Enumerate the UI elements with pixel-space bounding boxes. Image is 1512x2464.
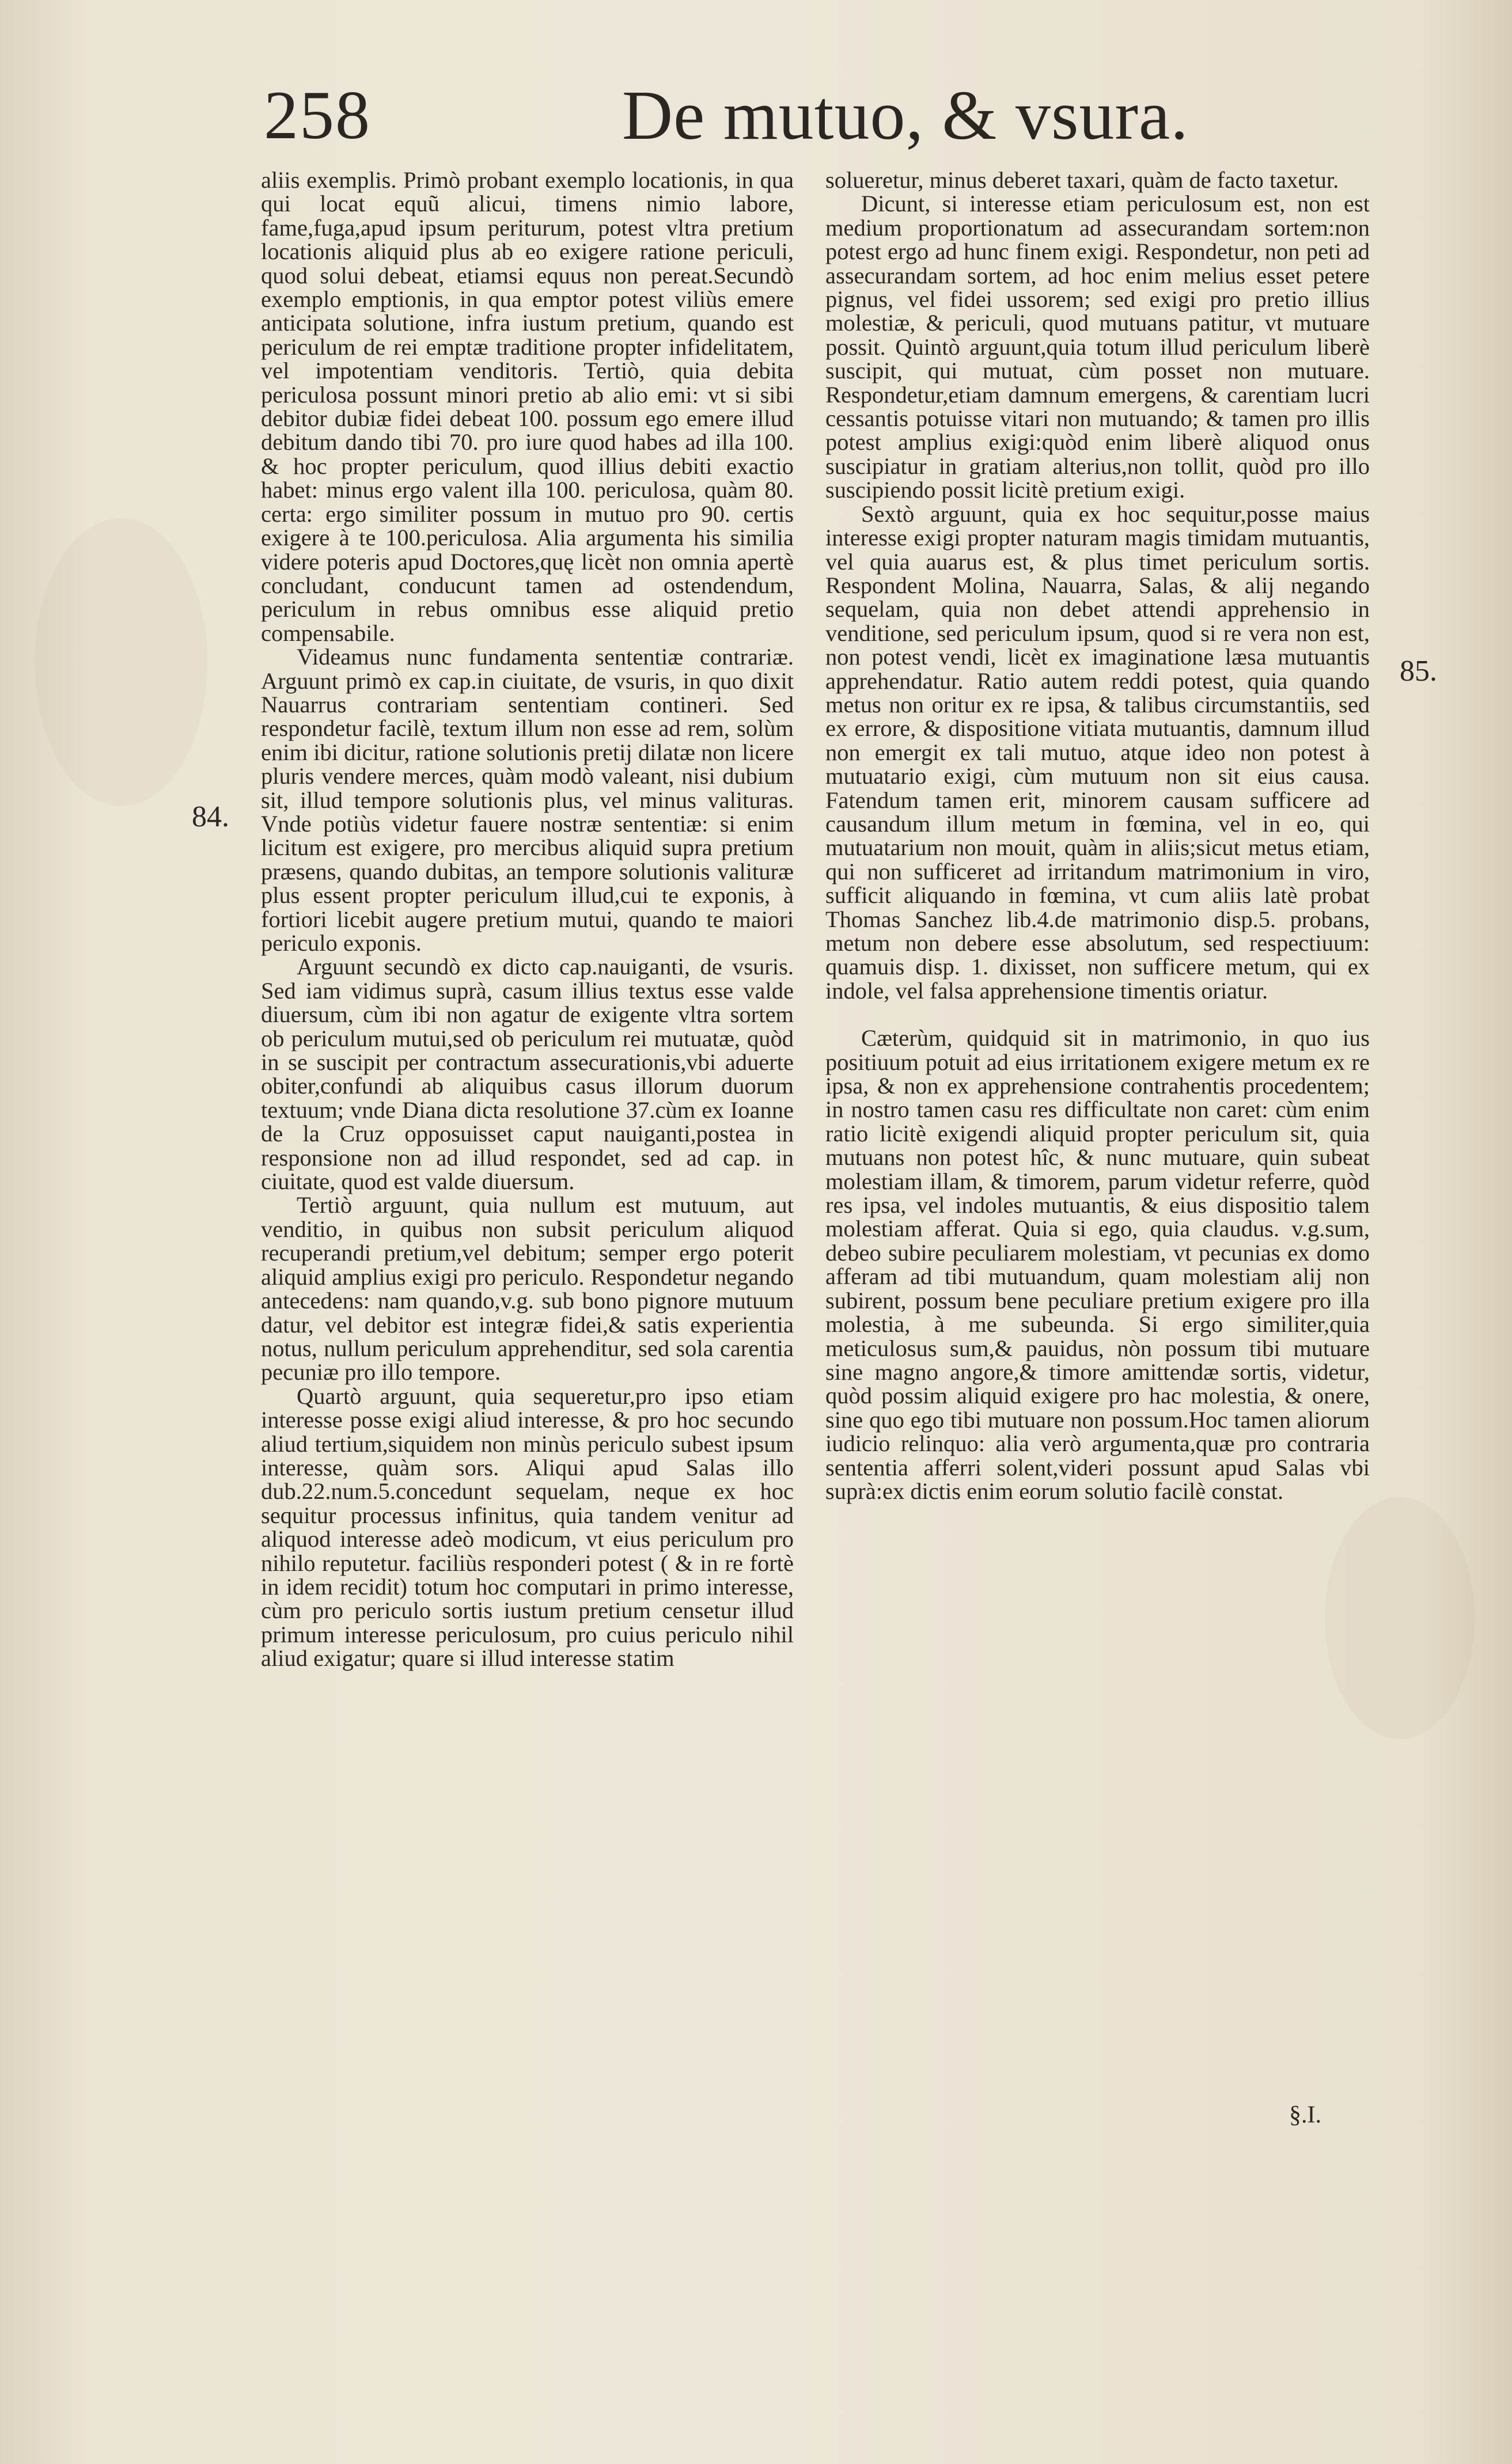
paragraph: Sextò arguunt, quia ex hoc sequitur,posse maius interesse exigi propter naturam magis timidam mutuantis, vel quia auarus est, & plus timet periculum sortis. Respondent Molina, Nauarra, Salas, & alij negando sequelam, quia non debet attendi apprehensio in venditione, sed periculum ipsum, quod si re vera non est, non potest vendi, licèt ex imaginatione læsa mutuantis apprehendatur. Ratio autem reddi potest, quia quando metus non oritur ex re ipsa, & talibus circumstantiis, sed ex errore, & dispositione vitiata mutuantis, damnum illud non emergit ex tali mutuo, atque ideo non potest à mutuatario exigi, cùm mutuum non sit eius causa. Fatendum tamen erit, minorem causam sufficere ad causandum illum metum in fœmina, vel in eo, qui mutuatarium non mouit, quàm in aliis;sicut metus etiam, qui non sufficeret ad irritandum matrimonium in viro, sufficit aliquando in fœmina, vt cum aliis latè probat Thomas Sanchez lib.4.de matrimonio disp.5. probans, metum non debere esse absolutum, sed respectiuum: quamuis disp. 1. dixisset, non sufficere metum, qui ex indole, vel falsa apprehensione timentis oriatur. (825, 500, 1370, 1004)
paragraph: solueretur, minus deberet taxari, quàm de facto taxetur. (825, 167, 1339, 193)
page-number: 258 (264, 77, 371, 153)
paragraph: Dicunt, si interesse etiam periculosum est, non est medium proportionatum ad assecurandam sortem:non potest ergo ad hunc finem exigi. Respondetur, non peti ad assecurandam sortem, ad hoc enim melius esset petere pignus, vel fidei ussorem; sed exigi pro pretio illius molestiæ, & periculi, quod mutuans patitur, vt mutuare possit. Quintò arguunt,quia totum illud periculum liberè suscipit, qui mutuat, cùm posset non mutuare. Respondetur,etiam damnum emergens, & carentiam lucri cessantis potuisse vitari non mutuando; & tamen pro illis potest amplius exigi:quòd enim liberè aliquod onus suscipiatur in gratiam alterius,non tollit, quòd pro illo suscipiendo possit licitè pretium exigi. (825, 191, 1370, 503)
running-head: De mutuo, & vsura. (622, 77, 1189, 154)
paragraph: Videamus nunc fundamenta sententiæ contrariæ. Arguunt primò ex cap.in ciuitate, de vsuris, in quo dixit Nauarrus contrariam sententiam contineri. Sed respondetur facilè, textum illum non esse ad rem, solùm enim ibi dicitur, ratione solutionis pretij dilatæ non licere pluris vendere merces, quàm modò valeant, nisi dubium sit, illud tempore solutionis plus, vel minus valituras. Vnde potiùs videtur fauere nostræ sententiæ: si enim licitum est exigere, pro mercibus aliquid supra pretium præsens, quando dubitas, an tempore solutionis valituræ plus essent propter periculum illud,cui te exponis, à fortiori licebit augere pretium mutui, quando te maiori periculo exponis. (261, 644, 794, 956)
margin-note-84: 84. (192, 800, 229, 833)
left-column (261, 168, 794, 1670)
paragraph: Tertiò arguunt, quia nullum est mutuum, aut venditio, in quibus non subsit periculum aliquod recuperandi pretium,vel debitum; semper ergo poterit aliquid amplius exigi pro periculo. Respondetur negando antecedens: nam quando,v.g. sub bono pignore mutuum datur, vel debitor est integræ fidei,& satis experientia notus, nullum periculum apprehenditur, sed sola carentia pecuniæ pro illo tempore. (261, 1192, 794, 1385)
section-mark: §.I. (1289, 2102, 1321, 2128)
paragraph: Quartò arguunt, quia sequeretur,pro ipso etiam interesse posse exigi aliud interesse, & pro hoc secundo aliud tertium,siquidem non minùs periculo subest ipsum interesse, quàm sors. Aliqui apud Salas illo dub.22.num.5.concedunt sequelam, neque ex hoc sequitur processus infinitus, quia tandem venitur ad aliquod interesse adeò modicum, vt eius periculum pro nihilo reputetur. faciliùs responderi potest ( & in re fortè in idem recidit) totum hoc computari in primo interesse, cùm pro periculo sortis iustum pretium censetur illud primum interesse periculosum, pro cuius periculo nihil aliud exigatur; quare si illud interesse statim (261, 1383, 794, 1672)
paragraph: aliis exemplis. Primò probant exemplo locationis, in qua qui locat equũ alicui, timens nimio labore, fame,fuga,apud ipsum periturum, potest vltra pretium locationis aliquid plus ab eo exigere ratione periculi, quod solui debeat, etiamsi equus non pereat.Secundò exemplo emptionis, in qua emptor potest viliùs emere anticipata solutione, infra iustum pretium, quando est periculum de rei emptæ traditione propter infidelitatem, vel impotentiam venditoris. Tertiò, quia debita periculosa possunt minori pretio ab alio emi: vt si sibi debitor dubiæ fidei debeat 100. possum ego emere illud debitum dando tibi 70. pro iure quod habes ad illa 100. & hoc propter periculum, quod illius debiti exactio habet: minus ergo valent illa 100. periculosa, quàm 80. certa: ergo similiter possum in mutuo pro 90. certis exigere à te 100.periculosa. Alia argumenta his similia videre poteris apud Doctores,quę licèt non omnia apertè concludant, conducunt tamen ad ostendendum, periculum in rebus omnibus esse aliquid pretio compensabile. (261, 167, 794, 646)
paragraph: Cæterùm, quidquid sit in matrimonio, in quo ius positiuum potuit ad eius irritationem exigere metum ex re ipsa, & non ex apprehensione contrahentis procedentem; in nostro tamen casu res difficultate non caret: cùm enim ratio licitè exigendi aliquid propter periculum sit, quia mutuans non potest hîc, & nunc mutuare, quin subeat molestiam illam, & timorem, parum videtur referre, quòd res ipsa, vel indoles mutuantis, & eius dispositio talem molestiam afferat. Quia si ego, quia claudus. v.g.sum, debeo subire peculiarem molestiam, vt pecunias ex domo afferam ad tibi mutuandum, quam molestiam alij non subirent, possum bene peculiare pretium exigere pro illa molestia, à me subeunda. Si ergo similiter,quia meticulosus sum,& pauidus, nòn possum tibi mutuare sine magno angore,& timore amittendæ sortis, videtur, quòd possim aliquid exigere pro hac molestia, & onere, sine quo ego tibi mutuare non possum.Hoc tamen aliorum iudicio relinquo: alia verò argumenta,quæ pro contraria sententia afferri solent,videri possunt apud Salas vbi suprà:ex dictis enim eorum solutio facilè constat. (825, 1025, 1370, 1504)
paper-stain (1325, 1497, 1475, 1739)
margin-note-85: 85. (1400, 655, 1437, 688)
right-column (825, 168, 1370, 1503)
paper-stain (35, 518, 207, 806)
paragraph: Arguunt secundò ex dicto cap.nauiganti, de vsuris. Sed iam vidimus suprà, casum illius textus esse valde diuersum, cùm ibi non agatur de exigente vltra sortem ob periculum mutui,sed ob periculum rei mutuatæ, quòd in se suscipit per contractum assecurationis,vbi aduerte obiter,confundi ab aliquibus casus illorum duorum textuum; vnde Diana dicta resolutione 37.cùm ex Ioanne de la Cruz opposuisset caput nauiganti,postea in responsione non ad illud respondet, sed ad cap. in ciuitate, quod est valde diuersum. (261, 954, 794, 1195)
